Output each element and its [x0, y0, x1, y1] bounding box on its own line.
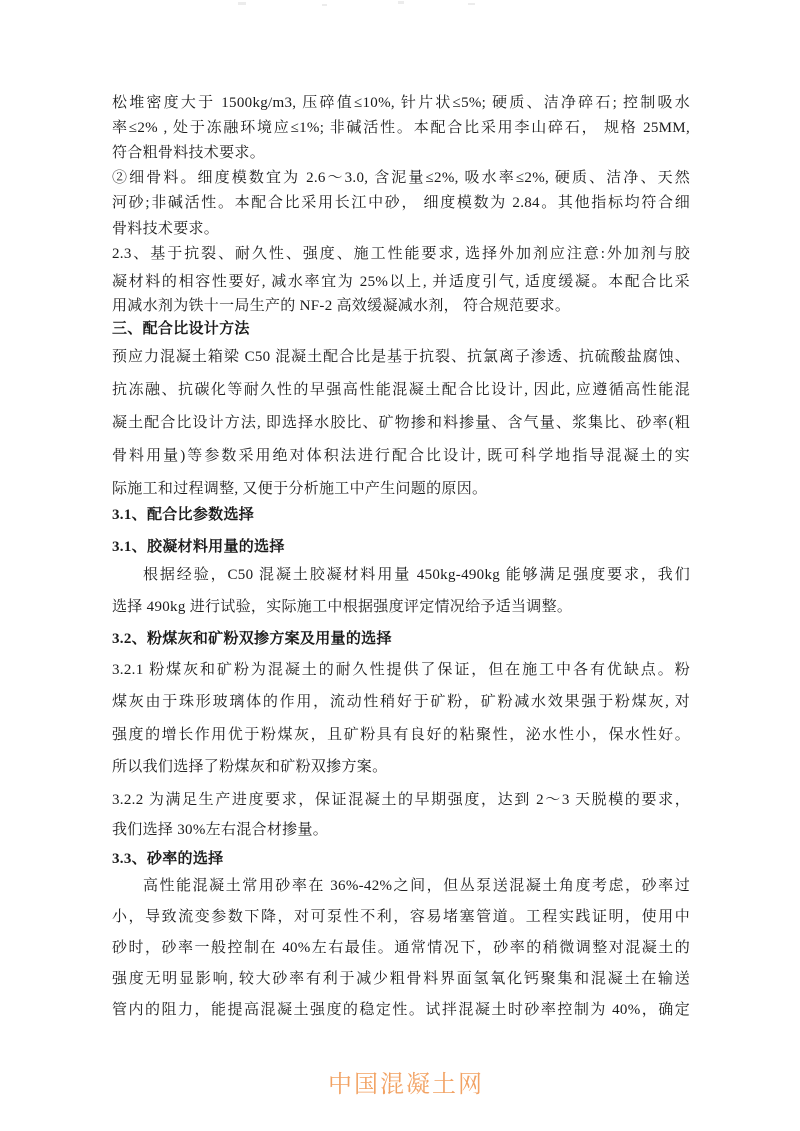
body-line: 所以我们选择了粉煤灰和矿粉双掺方案。	[112, 759, 388, 775]
body-line: 根据经验，C50 混凝土胶凝材料用量 450kg-490kg 能够满足强度要求，我们	[143, 567, 690, 583]
section-heading: 3.3、砂率的选择	[112, 851, 224, 867]
body-line: 煤灰由于珠形玻璃体的作用，流动性稍好于矿粉，矿粉减水效果强于粉煤灰, 对	[112, 694, 690, 710]
section-heading: 3.1、配合比参数选择	[112, 507, 255, 523]
body-line: 松堆密度大于 1500kg/m3, 压碎值≤10%, 针片状≤5%; 硬质、洁净碎石; 控制吸水	[112, 95, 690, 111]
body-line: ②细骨料。细度模数宜为 2.6～3.0, 含泥量≤2%, 吸水率≤2%, 硬质、洁净、天然	[112, 170, 690, 186]
body-line: 我们选择 30%左右混合材掺量。	[112, 822, 329, 838]
body-line: 3.2.2 为满足生产进度要求，保证混凝土的早期强度，达到 2～3 天脱模的要求，	[112, 792, 690, 808]
body-line: 高性能混凝土常用砂率在 36%-42%之间，但丛泵送混凝土角度考虑，砂率过	[143, 878, 690, 894]
body-line: 用减水剂为铁十一局生产的 NF-2 高效缓凝减水剂， 符合规范要求。	[112, 298, 571, 314]
body-line: 际施工和过程调整, 又便于分析施工中产生问题的原因。	[112, 481, 488, 497]
scan-noise	[322, 4, 327, 6]
body-line: 骨料用量)等参数采用绝对体积法进行配合比设计, 既可科学地指导混凝土的实	[112, 448, 690, 464]
body-line: 凝土配合比设计方法, 即选择水胶比、矿物掺和料掺量、含气量、浆集比、砂率(粗	[112, 415, 690, 431]
body-line: 河砂;非碱活性。本配合比采用长江中砂， 细度模数为 2.84。其他指标均符合细	[112, 195, 690, 211]
body-line: 抗冻融、抗碳化等耐久性的早强高性能混凝土配合比设计, 因此, 应遵循高性能混	[112, 382, 690, 398]
body-line: 强度无明显影响, 较大砂率有利于减少粗骨料界面氢氧化钙聚集和混凝土在输送	[112, 971, 690, 987]
scan-noise	[468, 3, 475, 5]
scan-noise	[238, 2, 246, 5]
section-heading: 3.2、粉煤灰和矿粉双掺方案及用量的选择	[112, 631, 392, 647]
body-line: 骨料技术要求。	[112, 221, 220, 237]
body-line: 凝材料的相容性要好, 减水率宜为 25%以上, 并适度引气, 适度缓凝。本配合比采	[112, 274, 690, 290]
body-line: 管内的阻力，能提高混凝土强度的稳定性。试拌混凝土时砂率控制为 40%，确定	[112, 1002, 690, 1018]
body-line: 选择 490kg 进行试验，实际施工中根据强度评定情况给予适当调整。	[112, 599, 573, 615]
scan-noise	[398, 1, 404, 4]
body-line: 强度的增长作用优于粉煤灰，且矿粉具有良好的粘聚性，泌水性小，保水性好。	[112, 727, 690, 743]
body-line: 符合粗骨料技术要求。	[112, 145, 266, 161]
section-heading: 3.1、胶凝材料用量的选择	[112, 539, 285, 555]
body-line: 砂时，砂率一般控制在 40%左右最佳。通常情况下，砂率的稍微调整对混凝土的	[112, 940, 690, 956]
body-line: 小，导致流变参数下降，对可泵性不利，容易堵塞管道。工程实践证明，使用中	[112, 909, 690, 925]
section-heading: 三、配合比设计方法	[112, 321, 250, 337]
body-line: 预应力混凝土箱梁 C50 混凝土配合比是基于抗裂、抗氯离子渗透、抗硫酸盐腐蚀、	[112, 349, 690, 365]
watermark: 中国混凝土网	[328, 1072, 484, 1098]
body-line: 2.3、基于抗裂、耐久性、强度、施工性能要求, 选择外加剂应注意:外加剂与胶	[112, 246, 690, 262]
body-line: 3.2.1 粉煤灰和矿粉为混凝土的耐久性提供了保证，但在施工中各有优缺点。粉	[112, 662, 690, 678]
body-line: 率≤2% , 处于冻融环境应≤1%; 非碱活性。本配合比采用李山碎石， 规格 25MM,	[112, 120, 690, 136]
